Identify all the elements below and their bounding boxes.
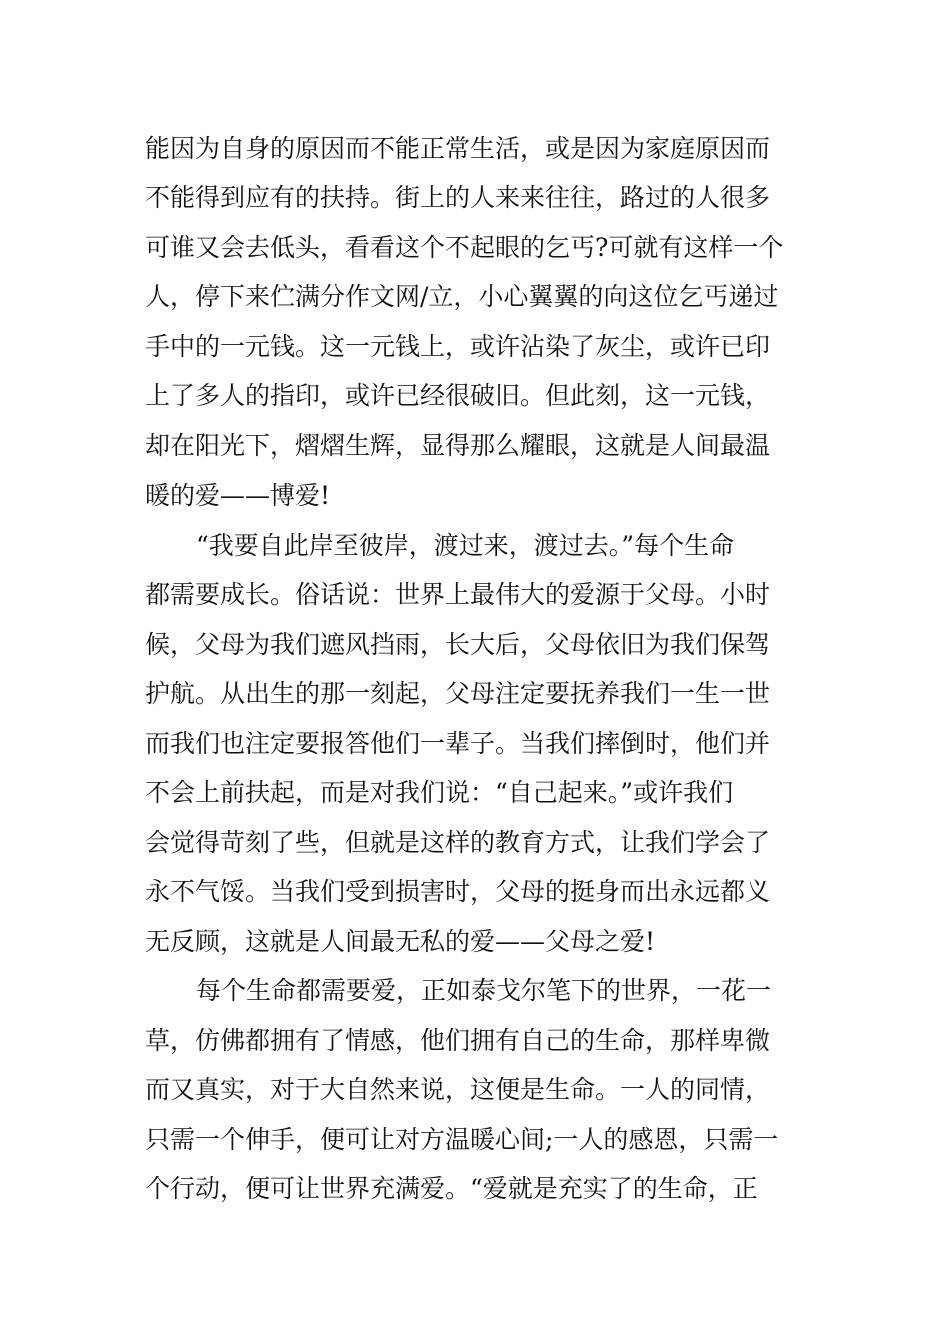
text-line: 上了多人的指印，或许已经很破旧。但此刻，这一元钱，: [145, 381, 771, 410]
text-line: 候，父母为我们遮风挡雨，长大后，父母依旧为我们保驾: [145, 630, 771, 659]
text-line: 只需一个伸手，便可让对方温暖心间;一人的感恩，只需一: [145, 1125, 779, 1154]
text-line: 无反顾，这就是人间最无私的爱——父母之爱!: [145, 927, 656, 956]
text-line: “我要自此岸至彼岸，渡过来，渡过去。”每个生命: [196, 531, 735, 560]
text-line: 每个生命都需要爱，正如泰戈尔笔下的世界，一花一: [196, 976, 772, 1005]
text-line: 草，仿佛都拥有了情感，他们拥有自己的生命，那样卑微: [145, 1026, 771, 1055]
text-line: 而我们也注定要报答他们一辈子。当我们摔倒时，他们并: [145, 729, 771, 758]
text-line: 个行动，便可让世界充满爱。“爱就是充实了的生命，正: [145, 1174, 758, 1203]
text-line: 人，停下来伫满分作文网/立，小心翼翼的向这位乞丐递过: [145, 282, 779, 311]
text-line: 都需要成长。俗话说：世界上最伟大的爱源于父母。小时: [145, 580, 771, 609]
text-line: 能因为自身的原因而不能正常生活，或是因为家庭原因而: [145, 134, 771, 163]
text-line: 不会上前扶起，而是对我们说：“自己起来。”或许我们: [145, 778, 734, 807]
text-line: 手中的一元钱。这一元钱上，或许沾染了灰尘，或许已印: [145, 332, 771, 361]
text-line: 会觉得苛刻了些，但就是这样的教育方式，让我们学会了: [145, 828, 771, 857]
text-line: 可谁又会去低头，看看这个不起眼的乞丐?可就有这样一个: [145, 233, 784, 262]
text-line: 而又真实，对于大自然来说，这便是生命。一人的同情，: [145, 1075, 771, 1104]
text-line: 护航。从出生的那一刻起，父母注定要抚养我们一生一世: [145, 679, 771, 708]
text-line: 不能得到应有的扶持。街上的人来来往往，路过的人很多: [145, 183, 771, 212]
text-line: 却在阳光下，熠熠生辉，显得那么耀眼，这就是人间最温: [145, 431, 771, 460]
text-line: 暖的爱——博爱!: [145, 481, 331, 510]
text-line: 永不气馁。当我们受到损害时，父母的挺身而出永远都义: [145, 877, 771, 906]
